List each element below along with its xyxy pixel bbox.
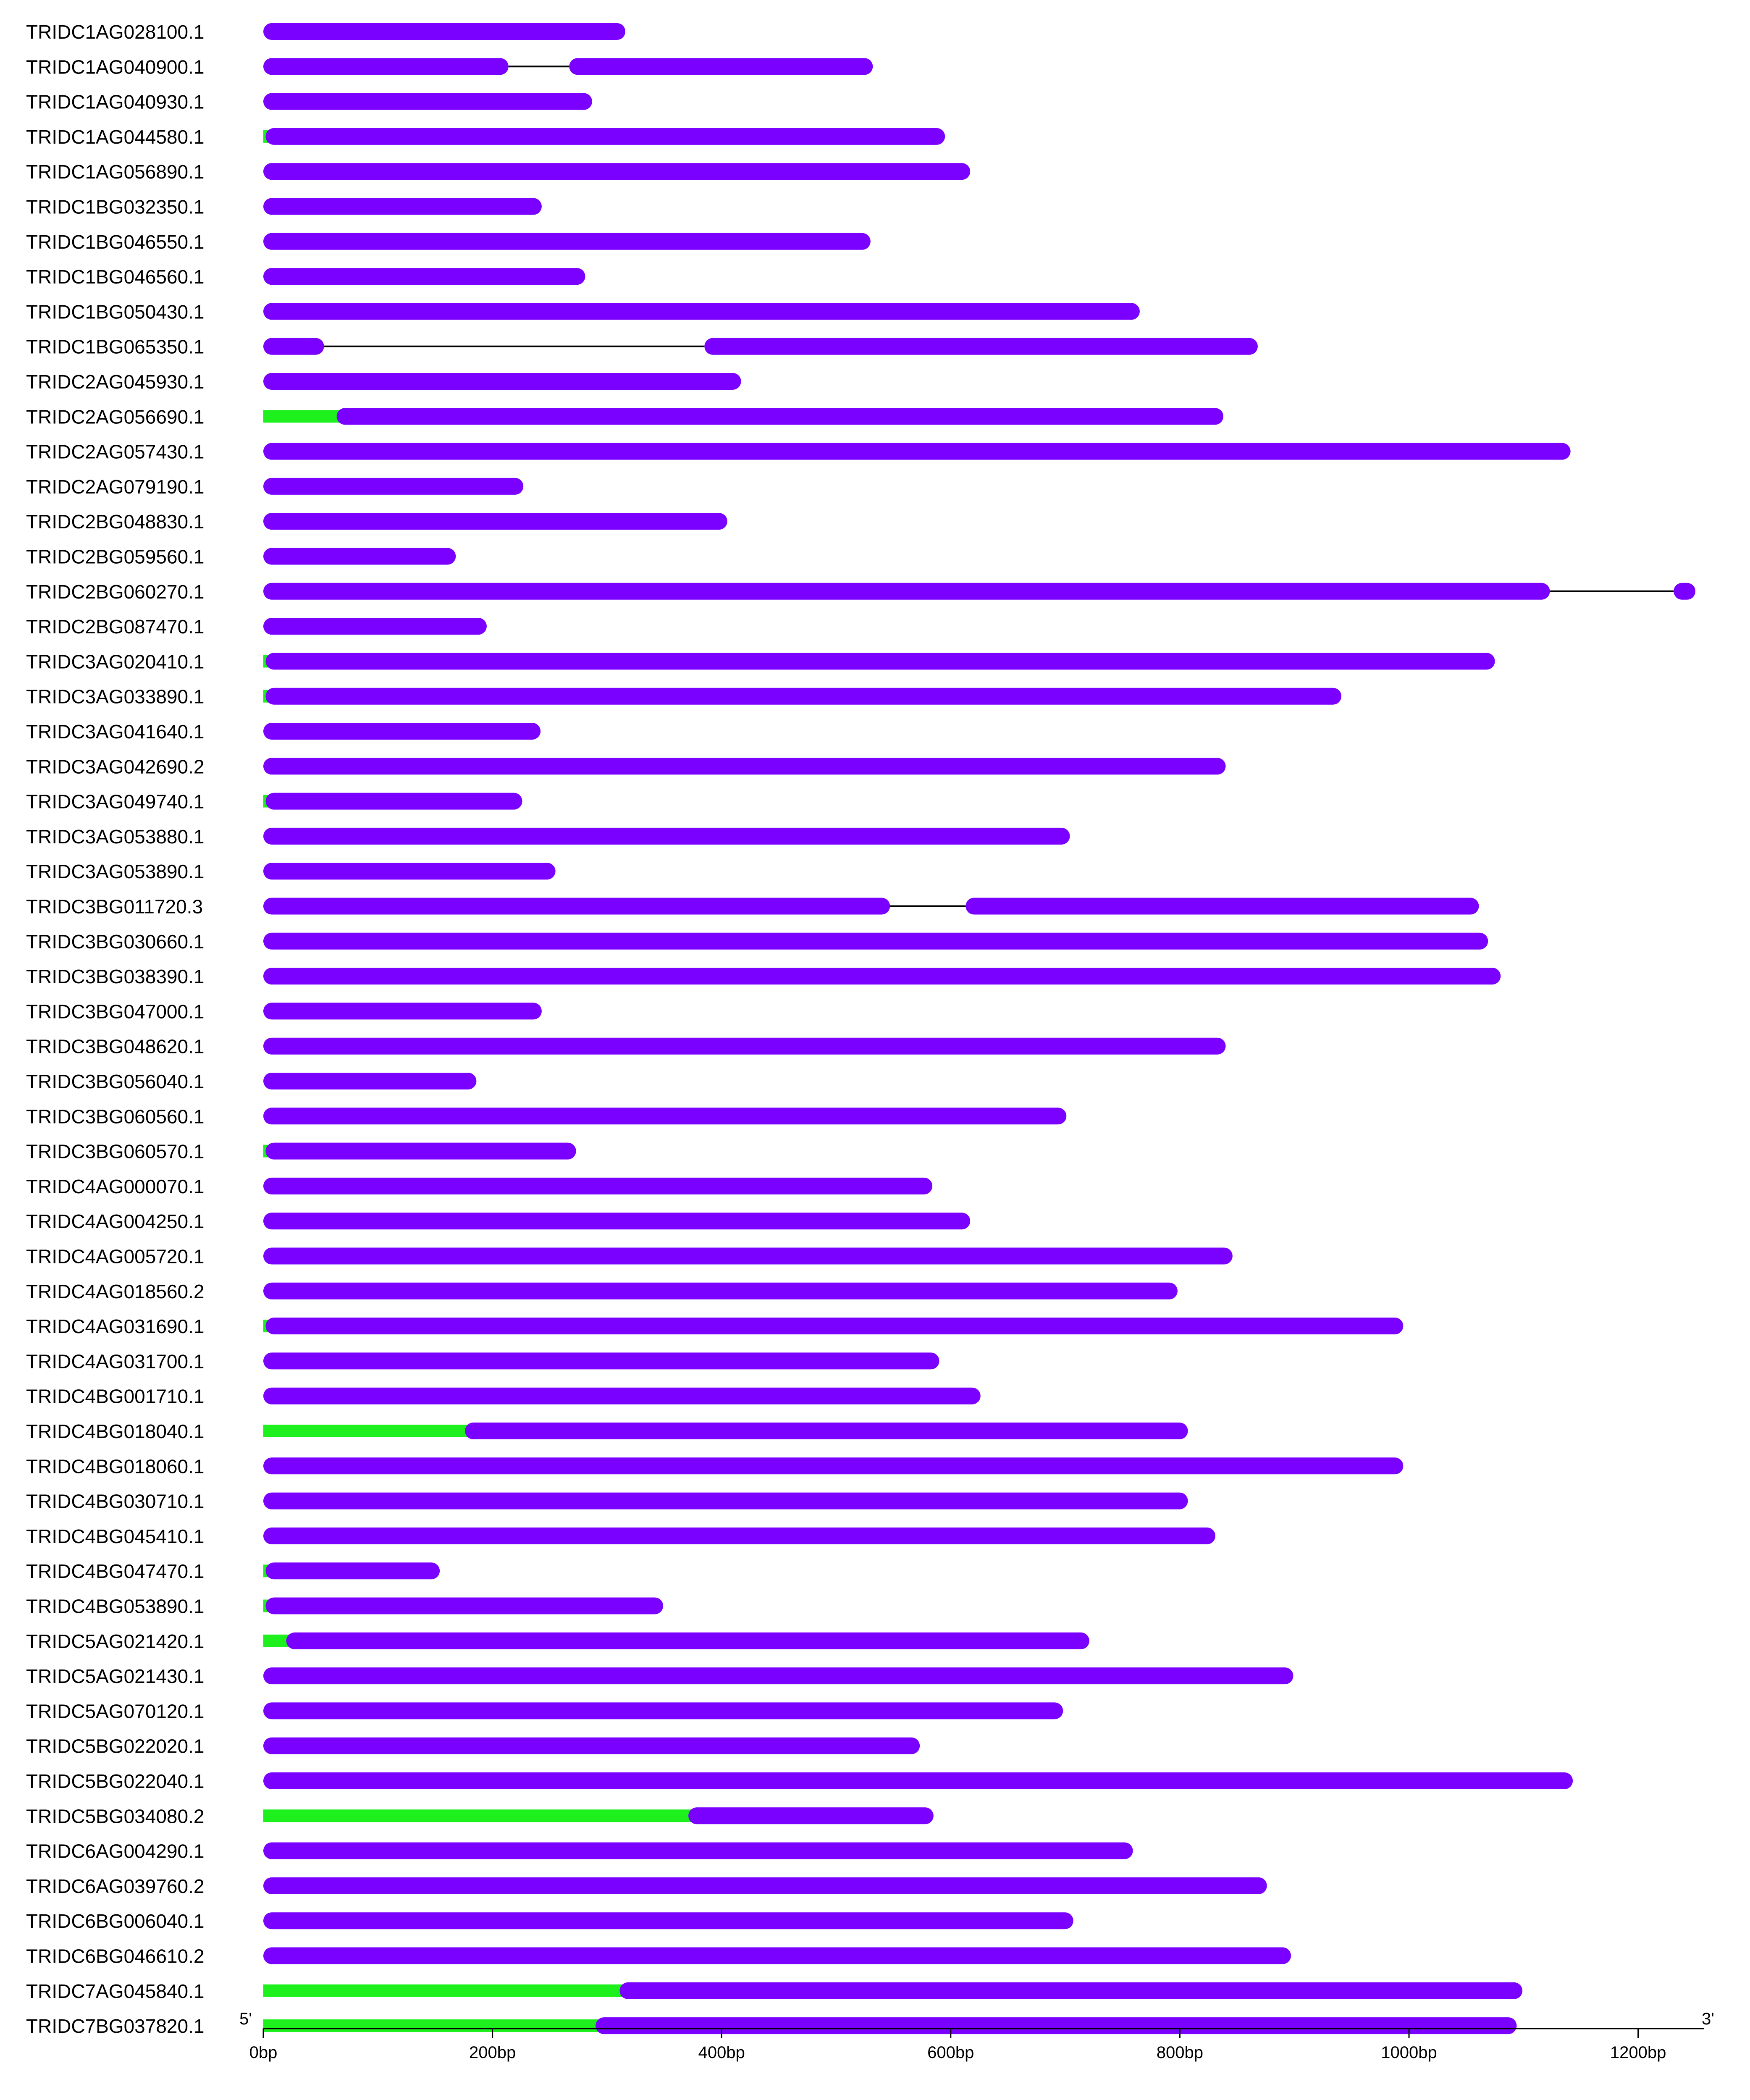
gene-label: TRIDC1AG040930.1	[26, 91, 205, 113]
gene-label: TRIDC3AG053890.1	[26, 861, 205, 883]
exon-segment	[265, 793, 522, 810]
gene-row	[26, 1176, 932, 1197]
exon-segment	[263, 618, 487, 635]
gene-row	[26, 161, 970, 183]
gene-row	[26, 861, 556, 882]
exon-segment	[263, 723, 540, 740]
exon-segment	[263, 548, 456, 565]
exon-segment	[263, 303, 1140, 320]
gene-row	[26, 721, 540, 743]
five-prime-utr-segment	[263, 1425, 469, 1437]
gene-row	[26, 21, 625, 43]
exon-segment	[263, 1912, 1073, 1929]
gene-label: TRIDC4AG031700.1	[26, 1350, 205, 1373]
gene-label: TRIDC1AG056890.1	[26, 161, 205, 183]
exon-segment	[263, 1108, 1066, 1124]
gene-label: TRIDC3AG033890.1	[26, 685, 205, 708]
exon-segment	[263, 1667, 1293, 1684]
gene-label: TRIDC1AG028100.1	[26, 21, 205, 43]
exon-segment	[265, 653, 1495, 669]
gene-label: TRIDC4BG001710.1	[26, 1385, 205, 1407]
exon-segment	[265, 688, 1341, 705]
gene-row	[26, 1735, 920, 1757]
gene-label: TRIDC2BG059560.1	[26, 546, 205, 568]
gene-label: TRIDC5AG021420.1	[26, 1630, 205, 1652]
gene-row	[26, 616, 487, 638]
exon-segment	[263, 478, 523, 495]
exon-segment	[263, 1038, 1226, 1055]
gene-rows	[26, 21, 1695, 2037]
gene-row	[26, 371, 741, 393]
gene-row	[26, 91, 592, 113]
gene-label: TRIDC5AG021430.1	[26, 1665, 205, 1688]
exon-segment	[263, 758, 1226, 774]
gene-label: TRIDC3AG042690.2	[26, 756, 205, 778]
exon-segment	[263, 233, 871, 250]
gene-row	[26, 966, 1501, 987]
gene-row	[26, 1840, 1133, 1862]
gene-row	[26, 406, 1223, 428]
exon-segment	[263, 1948, 1291, 1964]
gene-label: TRIDC3BG030660.1	[26, 930, 205, 953]
axis-tick-label: 800bp	[1156, 2043, 1204, 2062]
gene-label: TRIDC2BG060270.1	[26, 580, 205, 603]
axis-tick-label: 1000bp	[1381, 2043, 1437, 2062]
exon-segment	[263, 1213, 970, 1229]
gene-label: TRIDC5BG022020.1	[26, 1735, 205, 1757]
gene-label: TRIDC3BG048620.1	[26, 1035, 205, 1058]
gene-label: TRIDC4AG031690.1	[26, 1315, 205, 1338]
gene-label: TRIDC7BG037820.1	[26, 2015, 205, 2037]
exon-segment	[263, 1528, 1215, 1544]
gene-row	[26, 126, 945, 148]
gene-row	[26, 1560, 440, 1582]
gene-row	[26, 1036, 1226, 1058]
exon-segment	[263, 1493, 1188, 1509]
gene-label: TRIDC4BG018060.1	[26, 1455, 205, 1478]
gene-row	[26, 1246, 1233, 1268]
gene-row	[26, 1105, 1066, 1127]
exon-segment	[263, 1738, 920, 1754]
gene-label: TRIDC4AG018560.2	[26, 1280, 205, 1302]
gene-label: TRIDC3BG060570.1	[26, 1140, 205, 1163]
exon-segment	[263, 1248, 1233, 1265]
gene-row	[26, 1700, 1063, 1722]
gene-row	[26, 301, 1140, 323]
gene-row	[26, 931, 1488, 953]
gene-row	[26, 1945, 1291, 1967]
gene-row	[26, 1491, 1188, 1512]
gene-label: TRIDC4BG045410.1	[26, 1525, 205, 1547]
gene-row	[26, 1630, 1089, 1652]
gene-row	[26, 756, 1226, 777]
exon-segment	[1674, 583, 1695, 600]
exon-segment	[263, 1073, 476, 1089]
exon-segment	[263, 1877, 1267, 1894]
gene-label: TRIDC7AG045840.1	[26, 1980, 205, 2002]
gene-label: TRIDC6BG046610.2	[26, 1945, 205, 1967]
exon-segment	[263, 1843, 1133, 1859]
exon-segment	[263, 1772, 1573, 1789]
exon-segment	[966, 898, 1479, 915]
gene-row	[26, 1910, 1073, 1932]
gene-label: TRIDC1BG065350.1	[26, 336, 205, 358]
gene-row	[26, 581, 1695, 603]
exon-segment	[265, 1143, 576, 1160]
gene-row	[26, 1141, 576, 1163]
gene-label: TRIDC6AG004290.1	[26, 1840, 205, 1862]
gene-row	[26, 1210, 970, 1232]
gene-label: TRIDC3BG038390.1	[26, 966, 205, 988]
gene-label: TRIDC5BG034080.2	[26, 1805, 205, 1827]
gene-label: TRIDC2AG079190.1	[26, 475, 205, 498]
gene-label: TRIDC1BG046550.1	[26, 231, 205, 253]
gene-label: TRIDC1BG050430.1	[26, 301, 205, 323]
gene-row	[26, 476, 523, 498]
exon-segment	[569, 58, 873, 75]
gene-row	[26, 441, 1571, 463]
exon-segment	[263, 1457, 1403, 1474]
gene-label: TRIDC1BG032350.1	[26, 196, 205, 218]
gene-row	[26, 1281, 1178, 1302]
exon-segment	[263, 1283, 1178, 1299]
gene-label: TRIDC3AG053880.1	[26, 825, 205, 848]
gene-label: TRIDC1AG040900.1	[26, 56, 205, 78]
five-prime-utr-segment	[263, 410, 341, 423]
gene-row	[26, 1386, 981, 1407]
gene-label: TRIDC2AG056690.1	[26, 406, 205, 428]
gene-row	[26, 266, 585, 288]
exon-segment	[263, 58, 509, 75]
exon-segment	[265, 1562, 440, 1579]
exon-segment	[337, 408, 1223, 425]
gene-label: TRIDC2AG045930.1	[26, 371, 205, 393]
exon-segment	[263, 198, 542, 215]
gene-row	[26, 1000, 542, 1022]
five-prime-utr-segment	[263, 1984, 624, 1997]
gene-label: TRIDC1BG046560.1	[26, 266, 205, 288]
gene-label: TRIDC3BG047000.1	[26, 1000, 205, 1023]
gene-row	[26, 1596, 663, 1617]
exon-segment	[688, 1807, 934, 1824]
gene-row	[26, 1665, 1293, 1687]
exon-segment	[263, 1388, 981, 1404]
gene-row	[26, 196, 542, 218]
gene-row	[26, 336, 1258, 358]
exon-segment	[263, 1178, 932, 1194]
axis-tick-label: 1200bp	[1610, 2043, 1666, 2062]
gene-row	[26, 686, 1341, 708]
exon-segment	[263, 443, 1571, 460]
exon-segment	[265, 128, 945, 145]
gene-row	[26, 231, 871, 253]
gene-label: TRIDC3BG011720.3	[26, 895, 203, 918]
gene-label: TRIDC2BG048830.1	[26, 511, 205, 533]
gene-row	[26, 651, 1495, 672]
gene-label: TRIDC2AG057430.1	[26, 441, 205, 463]
gene-row	[26, 511, 727, 533]
exon-segment	[263, 863, 556, 879]
gene-row	[26, 826, 1070, 848]
gene-label: TRIDC4AG004250.1	[26, 1210, 205, 1233]
gene-label: TRIDC6AG039760.2	[26, 1875, 205, 1897]
gene-row	[26, 1770, 1573, 1792]
exon-segment	[263, 1003, 542, 1019]
gene-label: TRIDC4BG030710.1	[26, 1490, 205, 1512]
gene-label: TRIDC5AG070120.1	[26, 1700, 205, 1722]
axis-tick-label: 0bp	[249, 2043, 278, 2062]
gene-row	[26, 1315, 1403, 1337]
gene-row	[26, 791, 522, 813]
gene-label: TRIDC3BG056040.1	[26, 1071, 205, 1092]
gene-row	[26, 1350, 939, 1372]
gene-label: TRIDC4BG053890.1	[26, 1595, 205, 1617]
gene-row	[26, 896, 1479, 918]
five-prime-utr-segment	[263, 1809, 693, 1822]
gene-label: TRIDC4AG005720.1	[26, 1245, 205, 1268]
exon-segment	[263, 968, 1501, 984]
exon-segment	[263, 268, 585, 285]
exon-segment	[286, 1633, 1089, 1649]
axis-tick-label: 600bp	[927, 2043, 974, 2062]
gene-row	[26, 56, 873, 78]
exon-segment	[263, 583, 1550, 600]
gene-label: TRIDC6BG006040.1	[26, 1910, 205, 1932]
gene-row	[26, 1875, 1267, 1897]
gene-label: TRIDC4BG018040.1	[26, 1420, 205, 1442]
gene-row	[26, 1980, 1522, 2002]
axis-tick-label: 400bp	[698, 2043, 745, 2062]
exon-segment	[263, 1352, 939, 1369]
gene-row	[26, 1525, 1215, 1547]
axis-end-label: 3'	[1702, 2010, 1714, 2028]
exon-segment	[263, 933, 1488, 950]
exon-segment	[263, 373, 741, 390]
gene-row	[26, 1805, 934, 1827]
axis-tick-label: 200bp	[469, 2043, 516, 2062]
exon-segment	[265, 1598, 663, 1614]
gene-label: TRIDC5BG022040.1	[26, 1770, 205, 1792]
gene-row	[26, 1071, 476, 1092]
exon-segment	[263, 828, 1070, 845]
gene-label: TRIDC3AG020410.1	[26, 651, 205, 673]
gene-label: TRIDC1AG044580.1	[26, 126, 205, 148]
gene-row	[26, 1455, 1403, 1477]
exon-segment	[465, 1423, 1188, 1439]
gene-row	[26, 546, 456, 568]
gene-label: TRIDC3AG041640.1	[26, 721, 205, 743]
axis-start-label: 5'	[239, 2010, 252, 2028]
gene-row	[26, 1420, 1188, 1442]
exon-segment	[263, 93, 592, 110]
exon-segment	[263, 338, 324, 355]
exon-segment	[265, 1318, 1403, 1334]
five-prime-utr-segment	[263, 2019, 600, 2032]
gene-label: TRIDC2BG087470.1	[26, 616, 205, 638]
exon-segment	[619, 1982, 1522, 1999]
gene-label: TRIDC4AG000070.1	[26, 1175, 205, 1197]
exon-segment	[263, 1702, 1063, 1719]
gene-label: TRIDC4BG047470.1	[26, 1560, 205, 1583]
exon-segment	[704, 338, 1258, 355]
gene-label: TRIDC3BG060560.1	[26, 1105, 205, 1128]
exon-segment	[263, 513, 727, 530]
exon-segment	[263, 898, 890, 915]
exon-segment	[596, 2017, 1516, 2034]
exon-segment	[263, 163, 970, 180]
exon-segment	[263, 23, 625, 40]
gene-label: TRIDC3AG049740.1	[26, 790, 205, 813]
